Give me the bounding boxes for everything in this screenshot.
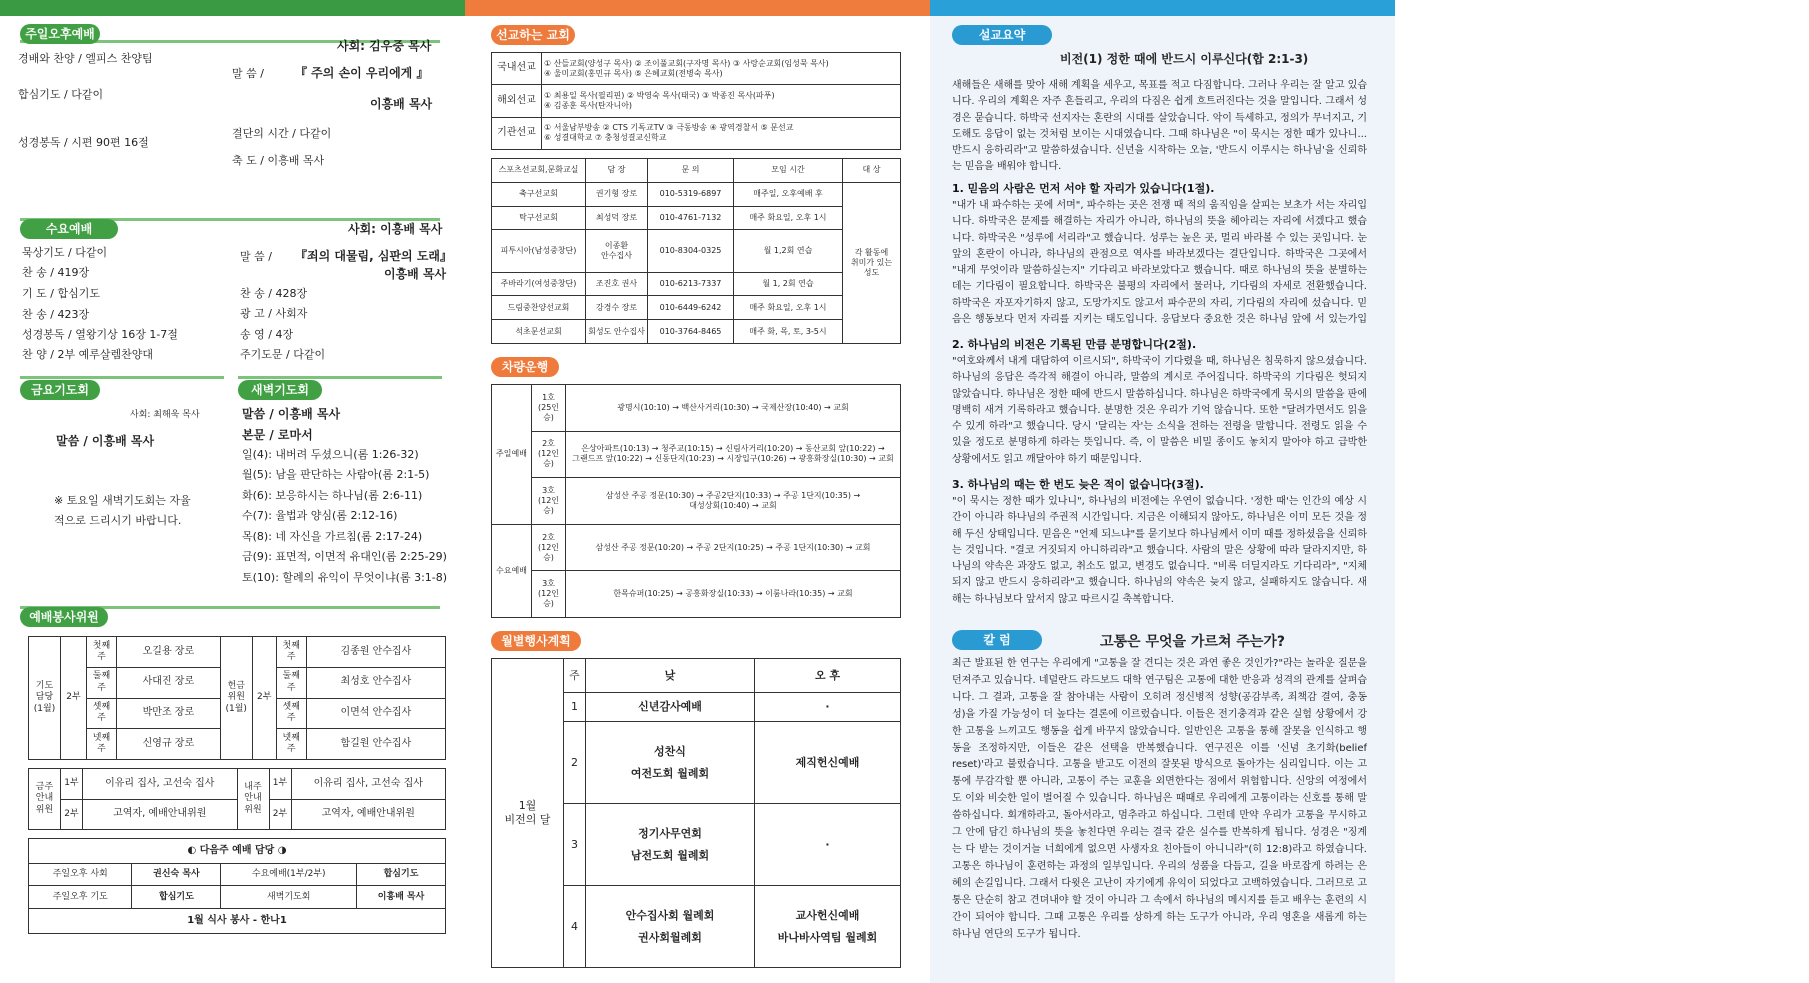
next-label: 주일오후 사회 (29, 863, 132, 886)
ministry-header: 대 상 (843, 159, 901, 183)
next-value: 합심기도 (132, 886, 221, 909)
guide-names: 고역자, 예배안내위원 (291, 799, 446, 830)
mission-items: ① 산들교회(양성구 목사) ② 조이풀교회(구자명 목사) ③ 사랑순교회(임성묵 목사) ④ 울미교회(홍민규 목사) ⑤ 은혜교회(전병숙 목사) (542, 53, 901, 85)
friday-tab: 금요기도회 (20, 380, 100, 400)
ministry-leader: 권기형 장로 (586, 182, 648, 206)
events-evening: 제직헌신예배 (755, 722, 901, 804)
next-label: 수요예배(1부/2부) (221, 863, 357, 886)
week-label: 둘째주 (87, 667, 117, 698)
sunday-item: 축 도 / 이흥배 목사 (232, 154, 325, 167)
shuttle-car: 2호 (12인승) (532, 431, 566, 478)
ministry-leader: 회성도 안수집사 (586, 320, 648, 344)
shuttle-route: 삼성산 주공 정문(10:20) → 주공 2단지(10:25) → 주공 1단지(10:30) → 교회 (566, 524, 901, 571)
events-header: 낮 (586, 659, 755, 693)
events-header: 주 (564, 659, 586, 693)
wednesday-item: 찬 양 / 2부 예루살렘찬양대 (22, 348, 153, 361)
wednesday-item: 찬 송 / 428장 (240, 287, 308, 300)
section-rule (20, 376, 224, 379)
events-week: 3 (564, 804, 586, 886)
ministry-time: 매주일, 오후예배 후 (734, 182, 843, 206)
column-church (465, 0, 930, 983)
offering-label: 헌금 위원 (1월) (220, 637, 252, 760)
sunday-host: 사회: 김우중 목사 (337, 39, 432, 53)
next-value: 합심기도 (357, 863, 446, 886)
column-body: 최근 발표된 한 연구는 우리에게 "고통을 잘 견디는 것은 과연 좋은 것인가?"라는 놀라운 질문을 던져주고 있습니다. 네덜란드 라드보드 대학 연구팀은 고통에 대한 반응과 성격의 관계를 살펴습니다. 그 결과, 고통을 잘 참아내는 사람이 오히려 정신병적 성향(공감부족, 죄책감 결여, 충동성)을 가질 가능성이 더 높다는 결론에 이르렀습니다. 이들은 전기충격과 같은 실험 상황에서 강한 고통을 느끼고도 행동을 쉽게 바꾸지 않았습니다. 일반인은 고통을 통해 잘못을 인식하고 행동을 조정하지만, 이들은 같은 선택을 반복했습니다. 연구진은 이를 '신념 초기화(belief reset)'라고 불렀습니다. 고통을 받고도 이전의 잘못된 방식으로 돌아가는 심리입니다. 이는 고통에 무감각할 뿐 아니라, 고통이 주는 교훈을 외면한다는 점에서 위험합니다. 신앙의 여정에서도 이와 비슷한 일이 벌어질 수 있습니다. 하나님은 때때로 우리에게 고통이라는 신호를 통해 말씀하십니다. 회개하라고, 돌아서라고, 멈추라고 하십니다. 그런데 만약 우리가 고통을 무시하고 그 안에 담긴 하나님의 뜻을 놓친다면 우리는 결국 같은 실수를 반복하게 됩니다. 성경은 "징계는 다 받는 것이거늘 너희에게 없으면 사생자요 친아들이 아니니라"(히 12:8)라고 하였습니다. 고통은 하나님이 훈련하는 과정의 일부입니다. 우리의 성품을 다듬고, 길을 바로잡게 하려는 은혜의 손길입니다. 그래서 다윗은 고난이 자기에게 유익이 되었다고 고백하였습니다. 그러므로 고통은 단순히 참고 견뎌내야 할 것이 아니라 그 속에서 하나님의 메시지를 듣고 배우는 훈련의 시간이 되어야 합니다. 그때 고통은 우리를 상하게 하는 도구가 아니라, 우리 영혼을 새롭게 하는 하나님 연단의 도구가 됩니다. (952, 658, 1367, 940)
next-week-table (28, 838, 446, 934)
ministry-leader: 이종환 안수집사 (586, 230, 648, 272)
dawn-line: 말씀 / 이흥배 목사 (242, 407, 341, 421)
column-sermon (930, 0, 1395, 983)
ministry-header: 스포츠선교회,문화교실 (492, 159, 586, 183)
green-brush-strip (0, 0, 465, 16)
servers-tab: 예배봉사위원 (20, 607, 108, 627)
sunday-item: 결단의 시간 / 다같이 (232, 127, 332, 140)
week-label: 셋째주 (276, 698, 306, 729)
wednesday-item: 광 고 / 사회자 (240, 307, 308, 320)
blue-brush-strip (930, 0, 1395, 16)
dawn-line: 토(10): 할례의 유익이 무엇이냐(롬 3:1-8) (242, 571, 448, 584)
shuttle-service: 주일예배 (492, 385, 532, 525)
shuttle-service: 수요예배 (492, 524, 532, 617)
ministry-time: 매주 화요일, 오후 1시 (734, 296, 843, 320)
mission-items: ① 최용일 목사(필리핀) ② 박영숙 목사(태국) ③ 박종진 목사(파푸) ④ 김종훈 목사(탄자니아) (542, 85, 901, 117)
mission-items: ① 서울남부방송 ② CTS 기독교TV ③ 극동방송 ④ 광역경찰서 ⑤ 문선교 ⑥ 성결대학교 ⑦ 충청성결교신학교 (542, 117, 901, 149)
shuttle-car: 1호 (25인승) (532, 385, 566, 432)
dawn-line: 월(5): 남을 판단하는 사람아(롬 2:1-5) (242, 468, 430, 481)
column-tab: 칼 럼 (952, 630, 1042, 650)
column-worship (0, 0, 465, 983)
shuttle-route: 광명시(10:10) → 백산사거리(10:30) → 국제산장(10:40) → 교회 (566, 385, 901, 432)
meal-service: 1월 식사 봉사 - 한나1 (29, 909, 446, 934)
dawn-line: 금(9): 표면적, 이면적 유대인(롬 2:25-29) (242, 550, 447, 563)
wednesday-item: 묵상기도 / 다같이 (22, 246, 108, 259)
shuttle-route: 은상아파트(10:13) → 청주교(10:15) → 신림사거리(10:20) → 동산교회 앞(10:22) → 그랜드프 앞(10:22) → 신동단지(10:23) → 시장입구(10:26) → 광흥화장실(10:30) → 교회 (566, 431, 901, 478)
guide-label: 금주 안내 위원 (29, 769, 61, 830)
summary-intro: 새해들은 새해를 맞아 새해 계획을 세우고, 목표를 적고 다짐합니다. 그러나 우리는 잘 알고 있습니다. 우리의 계획은 자주 흔들리고, 우리의 다짐은 쉽게 흐트러진다는 것을 말입니다. 그래서 성경은 묻습니다. 하박국 선지자는 혼란의 시대를 살았습니다. 악이 득세하고, 정의가 무너지고, 기도해도 응답이 없는 것처럼 보이는 시대였습니다. 그때 하나님은 "이 묵시는 정한 때가 있나니... 반드시 응하리라"고 말씀하셨습니다. 신년을 시작하는 오늘, '반드시 이루시는 하나님'을 신뢰하는 믿음을 배워야 합니다. (952, 80, 1367, 173)
events-day: 안수집사회 월례회 권사회월례회 (586, 886, 755, 968)
summary-paragraph: "여호와께서 내게 대답하여 이르시되", 하박국이 기다렸을 때, 하나님은 침묵하지 않으셨습니다. 하나님의 응답은 즉각적 해결이 아니라, 말씀의 계시로 주어집니다. 하박국의 기다림은 헛되지 않았습니다. 하나님은 정한 때에 반드시 말씀하십니다. 하나님은 하박국에게 묵시의 말씀을 판에 명백히 새겨 기록하라고 했습니다. 분명한 것은 우리가 기억 않습니다. 또한 "달려가면서도 읽을 수 있게 하라"고 했습니다. 당시 '달리는 자'는 소식을 전하는 전령을 말합니다. 전령도 읽을 수 있을 정도로 분명하게 하라는 뜻입니다. 즉, 이 말씀은 비밀 종이도 놓치지 말아야 하고 급박한 상황에서도 읽고 깨달아야 하기 때문입니다. (952, 356, 1367, 465)
events-day: 정기사무연회 남전도회 월례회 (586, 804, 755, 886)
friday-host: 사회: 최해욱 목사 (130, 410, 200, 420)
wednesday-sermon-label: 말 씀 / (240, 250, 272, 263)
part-label: 2부 (252, 637, 276, 760)
prayer-label: 기도 담당 (1월) (29, 637, 61, 760)
friday-note: 적으로 드리시기 바랍니다. (54, 514, 182, 527)
ministry-time: 매주 화, 목, 토, 3-5시 (734, 320, 843, 344)
wednesday-item: 기 도 / 합심기도 (22, 287, 100, 300)
mission-label: 기관선교 (492, 117, 542, 149)
ministry-name: 피투시아(남성중창단) (492, 230, 586, 272)
sunday-sermon-label: 말 씀 / (232, 67, 264, 80)
dawn-line: 수(7): 율법과 양심(롬 2:12-16) (242, 509, 398, 522)
events-week: 2 (564, 722, 586, 804)
part-label: 2부 (269, 799, 291, 830)
wednesday-item: 찬 송 / 419장 (22, 266, 90, 279)
dawn-line: 목(8): 네 자신을 가르침(롬 2:17-24) (242, 530, 423, 543)
wednesday-item: 송 영 / 4장 (240, 328, 294, 341)
server-name: 박만조 장로 (117, 698, 221, 729)
part-label: 1부 (61, 769, 83, 800)
guide-names: 이유리 집사, 고선숙 집사 (291, 769, 446, 800)
ministry-header: 모임 시간 (734, 159, 843, 183)
events-month: 1월 비전의 달 (492, 659, 564, 968)
ministry-name: 드림중찬양선교회 (492, 296, 586, 320)
summary-point: 3. 하나님의 때는 한 번도 늦은 적이 없습니다(3절). (952, 478, 1204, 491)
events-table (491, 658, 901, 968)
events-week: 4 (564, 886, 586, 968)
servers-table (28, 636, 446, 760)
ministry-time: 월 1, 2회 연습 (734, 272, 843, 296)
wednesday-host: 사회: 이흥배 목사 (348, 222, 443, 236)
guides-table (28, 768, 446, 830)
dawn-line: 일(4): 내버려 두셨으니(롬 1:26-32) (242, 448, 419, 461)
ministry-phone: 010-6449-6242 (648, 296, 734, 320)
week-label: 셋째주 (87, 698, 117, 729)
ministry-name: 축구선교회 (492, 182, 586, 206)
shuttle-car: 3호 (12인승) (532, 478, 566, 525)
events-evening: 교사헌신예배 바나바사역팀 월례회 (755, 886, 901, 968)
friday-note: ※ 토요일 새벽기도회는 자율 (54, 494, 191, 507)
events-week: 1 (564, 693, 586, 722)
sunday-preacher: 이흥배 목사 (370, 97, 433, 111)
events-day: 성찬식 여전도회 월례회 (586, 722, 755, 804)
week-label: 첫째주 (87, 637, 117, 668)
guide-label: 내주 안내 위원 (237, 769, 269, 830)
summary-tab: 설교요약 (952, 25, 1052, 45)
shuttle-tab: 차량운행 (491, 357, 559, 377)
column-title: 고통은 무엇을 가르쳐 주는가? (1100, 634, 1286, 650)
part-label: 2부 (61, 799, 83, 830)
server-name: 함길원 안수집사 (306, 729, 445, 760)
ministry-target: 각 활동에 취미가 있는 성도 (843, 182, 901, 343)
week-label: 첫째주 (276, 637, 306, 668)
wednesday-item: 주기도문 / 다같이 (240, 348, 326, 361)
guide-names: 고역자, 예배안내위원 (83, 799, 238, 830)
ministry-time: 월 1,2회 연습 (734, 230, 843, 272)
ministry-time: 매주 화요일, 오후 1시 (734, 206, 843, 230)
ministry-table (491, 158, 901, 344)
mission-label: 해외선교 (492, 85, 542, 117)
ministry-name: 석초문선교회 (492, 320, 586, 344)
sunday-item: 성경봉독 / 시편 90편 16절 (18, 136, 149, 149)
events-evening: · (755, 804, 901, 886)
server-name: 최성호 안수집사 (306, 667, 445, 698)
part-label: 1부 (269, 769, 291, 800)
ministry-phone: 010-8304-0325 (648, 230, 734, 272)
ministry-header: 문 의 (648, 159, 734, 183)
wednesday-tab: 수요예배 (20, 219, 118, 239)
summary-paragraph: "이 묵시는 정한 때가 있나니", 하나님의 비전에는 우연이 없습니다. '정한 때'는 인간의 예상 시간이 아니라 하나님의 주권적 시간입니다. 지금은 이해되지 않아도, 하나님은 이미 모든 것을 정해 두신 상태입니다. 믿음은 "언제 되느냐"를 묻기보다 하나님께서 이미 때를 정하셨음을 신뢰하는 것입니다. "결코 거짓되지 아니하리라"고 했습니다. 사람의 말은 상황에 따라 달라지지만, 하나님의 약속은 과장도 없고, 취소도 없고, 변경도 없습니다. "비록 더딜지라도 기다리라", "지체되지 않고 반드시 응하리라"고 했습니다. 하나님의 약속은 늦지 않고, 실패하지도 않습니다. 새해는 하나님보다 앞서지 않고 따르시길 축복합니다. (952, 496, 1367, 605)
summary-paragraph: "내가 내 파수하는 곳에 서며", 파수하는 곳은 전쟁 때 적의 움직임을 살피는 보초가 서는 자리입니다. 하박국은 문제를 해결하는 자리가 아니라, 하나님의 뜻을 헤아리는 자리에 서겠다고 했습니다. 하박국은 "성루에 서리라"고 했습니다. 성루는 높은 곳, 멀리 바라볼 수 있는 곳입니다. 눈앞의 혼란이 아니라, 하나님의 관점으로 역사를 바라보겠다는 결단입니다. 하박국은 그곳에서 "내게 무엇이라 말씀하실는지" 기다리고 바라보았다고 했습니다. 때로 하나님의 뜻을 분별하는 데는 기다림이 필요합니다. 하박국은 불평의 자리에서 물러나, 기다림의 자세로 전환했습니다. 하박국은 자포자기하지 않고, 도망가지도 않고서 파수꾼의 자리, 기다림의 자리에 섰습니다. 믿음은 행동보다 먼저 자리를 지키는 태도입니다. 응답보다 중요한 것은 하나님 앞에 서 있는가입 (952, 200, 1367, 326)
events-evening: · (755, 693, 901, 722)
events-header: 오 후 (755, 659, 901, 693)
mission-label: 국내선교 (492, 53, 542, 85)
dawn-tab: 새벽기도회 (238, 380, 322, 400)
shuttle-table (491, 384, 901, 618)
shuttle-car: 2호 (12인승) (532, 524, 566, 571)
week-label: 둘째주 (276, 667, 306, 698)
server-name: 이면석 안수집사 (306, 698, 445, 729)
summary-point: 1. 믿음의 사람은 먼저 서야 할 자리가 있습니다(1절). (952, 182, 1215, 195)
summary-title: 비전(1) 정한 때에 반드시 이루신다(합 2:1-3) (1060, 52, 1309, 66)
orange-brush-strip (465, 0, 930, 16)
ministry-phone: 010-5319-6897 (648, 182, 734, 206)
ministry-leader: 강경수 장로 (586, 296, 648, 320)
ministry-name: 탁구선교회 (492, 206, 586, 230)
week-label: 넷째주 (87, 729, 117, 760)
server-name: 신영규 장로 (117, 729, 221, 760)
shuttle-car: 3호 (12인승) (532, 571, 566, 618)
sunday-item: 합심기도 / 다같이 (18, 88, 104, 101)
next-label: 주일오후 기도 (29, 886, 132, 909)
server-name: 김종원 안수집사 (306, 637, 445, 668)
next-value: 권신숙 목사 (132, 863, 221, 886)
shuttle-route: 한목슈퍼(10:25) → 공흥화장실(10:33) → 이룸나라(10:35) → 교회 (566, 571, 901, 618)
ministry-header: 담 장 (586, 159, 648, 183)
server-name: 사대진 장로 (117, 667, 221, 698)
summary-point: 2. 하나님의 비전은 기록된 만큼 분명합니다(2절). (952, 338, 1197, 351)
ministry-phone: 010-4761-7132 (648, 206, 734, 230)
mission-tab: 선교하는 교회 (491, 25, 575, 45)
mission-table (491, 52, 901, 150)
friday-sermon: 말씀 / 이흥배 목사 (56, 434, 155, 448)
week-label: 넷째주 (276, 729, 306, 760)
wednesday-item: 찬 송 / 423장 (22, 308, 90, 321)
wednesday-sermon-title: 『죄의 대물림, 심판의 도래』 (295, 249, 453, 263)
shuttle-route: 삼성산 주공 정문(10:30) → 주공2단지(10:33) → 주공 1단지(10:35) → 대성상회(10:40) → 교회 (566, 478, 901, 525)
wednesday-preacher: 이흥배 목사 (384, 267, 447, 281)
next-label: 새벽기도회 (221, 886, 357, 909)
events-day: 신년감사예배 (586, 693, 755, 722)
sunday-tab: 주일오후예배 (20, 24, 100, 44)
next-value: 이흥배 목사 (357, 886, 446, 909)
dawn-line: 화(6): 보응하시는 하나님(롬 2:6-11) (242, 489, 423, 502)
events-tab: 월별행사계획 (491, 631, 581, 651)
server-name: 오길용 장로 (117, 637, 221, 668)
section-rule (238, 376, 442, 379)
ministry-name: 주바라기(여성중창단) (492, 272, 586, 296)
ministry-phone: 010-6213-7337 (648, 272, 734, 296)
next-week-title: ◐ 다음주 예배 담당 ◑ (29, 839, 446, 864)
guide-names: 이유리 집사, 고선숙 집사 (83, 769, 238, 800)
ministry-phone: 010-3764-8465 (648, 320, 734, 344)
sunday-item: 경배와 찬양 / 엘피스 찬양팀 (18, 52, 153, 65)
sunday-sermon-title: 『 주의 손이 우리에게 』 (295, 66, 429, 80)
ministry-leader: 조진호 권사 (586, 272, 648, 296)
dawn-line: 본문 / 로마서 (242, 428, 313, 442)
part-label: 2부 (61, 637, 87, 760)
wednesday-item: 성경봉독 / 열왕기상 16장 1-7절 (22, 328, 178, 341)
ministry-leader: 최성덕 장로 (586, 206, 648, 230)
